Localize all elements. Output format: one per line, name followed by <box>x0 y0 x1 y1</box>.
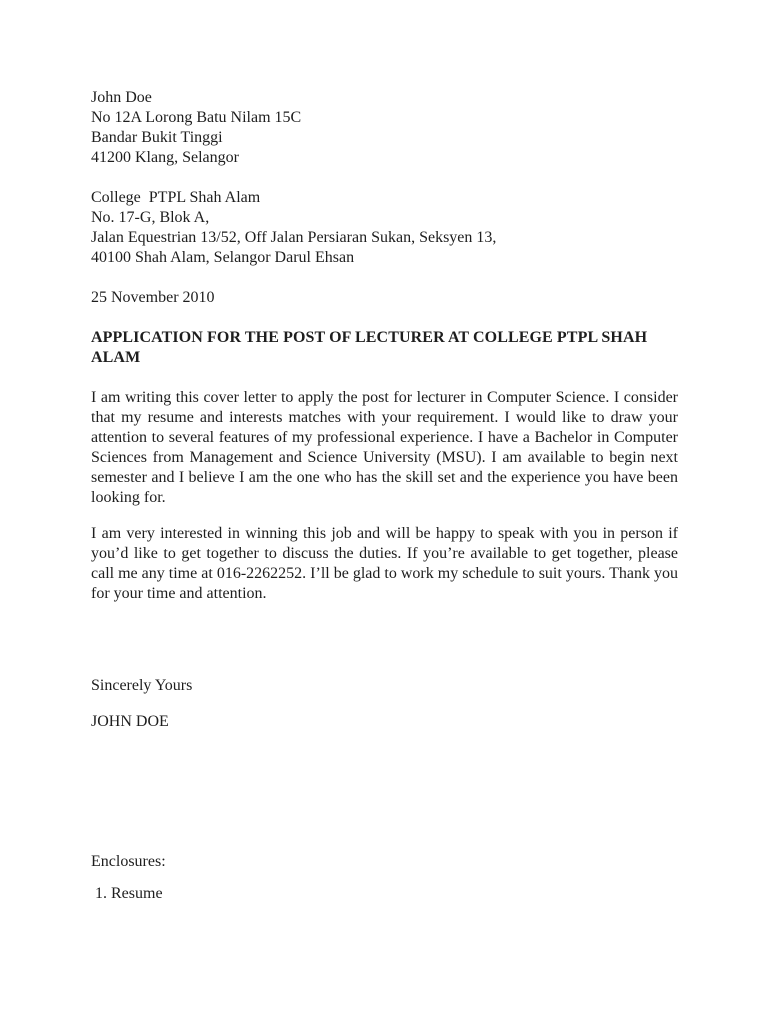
recipient-street: Jalan Equestrian 13/52, Off Jalan Persiaran Sukan, Seksyen 13, <box>91 229 497 246</box>
recipient-name: College PTPL Shah Alam <box>91 189 261 206</box>
sender-address-block <box>91 88 678 168</box>
recipient-address-block <box>91 188 678 268</box>
body-paragraph-2: I am very interested in winning this job and will be happy to speak with you in person if you’d like to get together to discuss the duties. If you’re available to get together, please call me any time at 016-2262252. I’ll be glad to work my schedule to suit yours. Thank you for your time and attention. <box>91 525 678 602</box>
sender-city: 41200 Klang, Selangor <box>91 149 239 166</box>
closing-salutation: Sincerely Yours <box>91 677 193 694</box>
signature-name: JOHN DOE <box>91 713 169 730</box>
recipient-city: 40100 Shah Alam, Selangor Darul Ehsan <box>91 249 355 266</box>
subject-line: APPLICATION FOR THE POST OF LECTURER AT COLLEGE PTPL SHAH ALAM <box>91 329 651 366</box>
letter-date: 25 November 2010 <box>91 289 215 306</box>
sender-area: Bandar Bukit Tinggi <box>91 129 223 146</box>
enclosures-heading: Enclosures: <box>91 853 166 870</box>
enclosure-item-resume: 1. Resume <box>95 885 163 902</box>
sender-name: John Doe <box>91 89 152 106</box>
recipient-unit: No. 17-G, Blok A, <box>91 209 210 226</box>
body-paragraph-1: I am writing this cover letter to apply the post for lecturer in Computer Science. I consider that my resume and interests matches with your requirement. I would like to draw your attention to several features of my professional experience. I have a Bachelor in Computer Sciences from Management and Science University (MSU). I am available to begin next semester and I believe I am the one who has the skill set and the experience you have been looking for. <box>91 389 678 506</box>
sender-street: No 12A Lorong Batu Nilam 15C <box>91 109 302 126</box>
